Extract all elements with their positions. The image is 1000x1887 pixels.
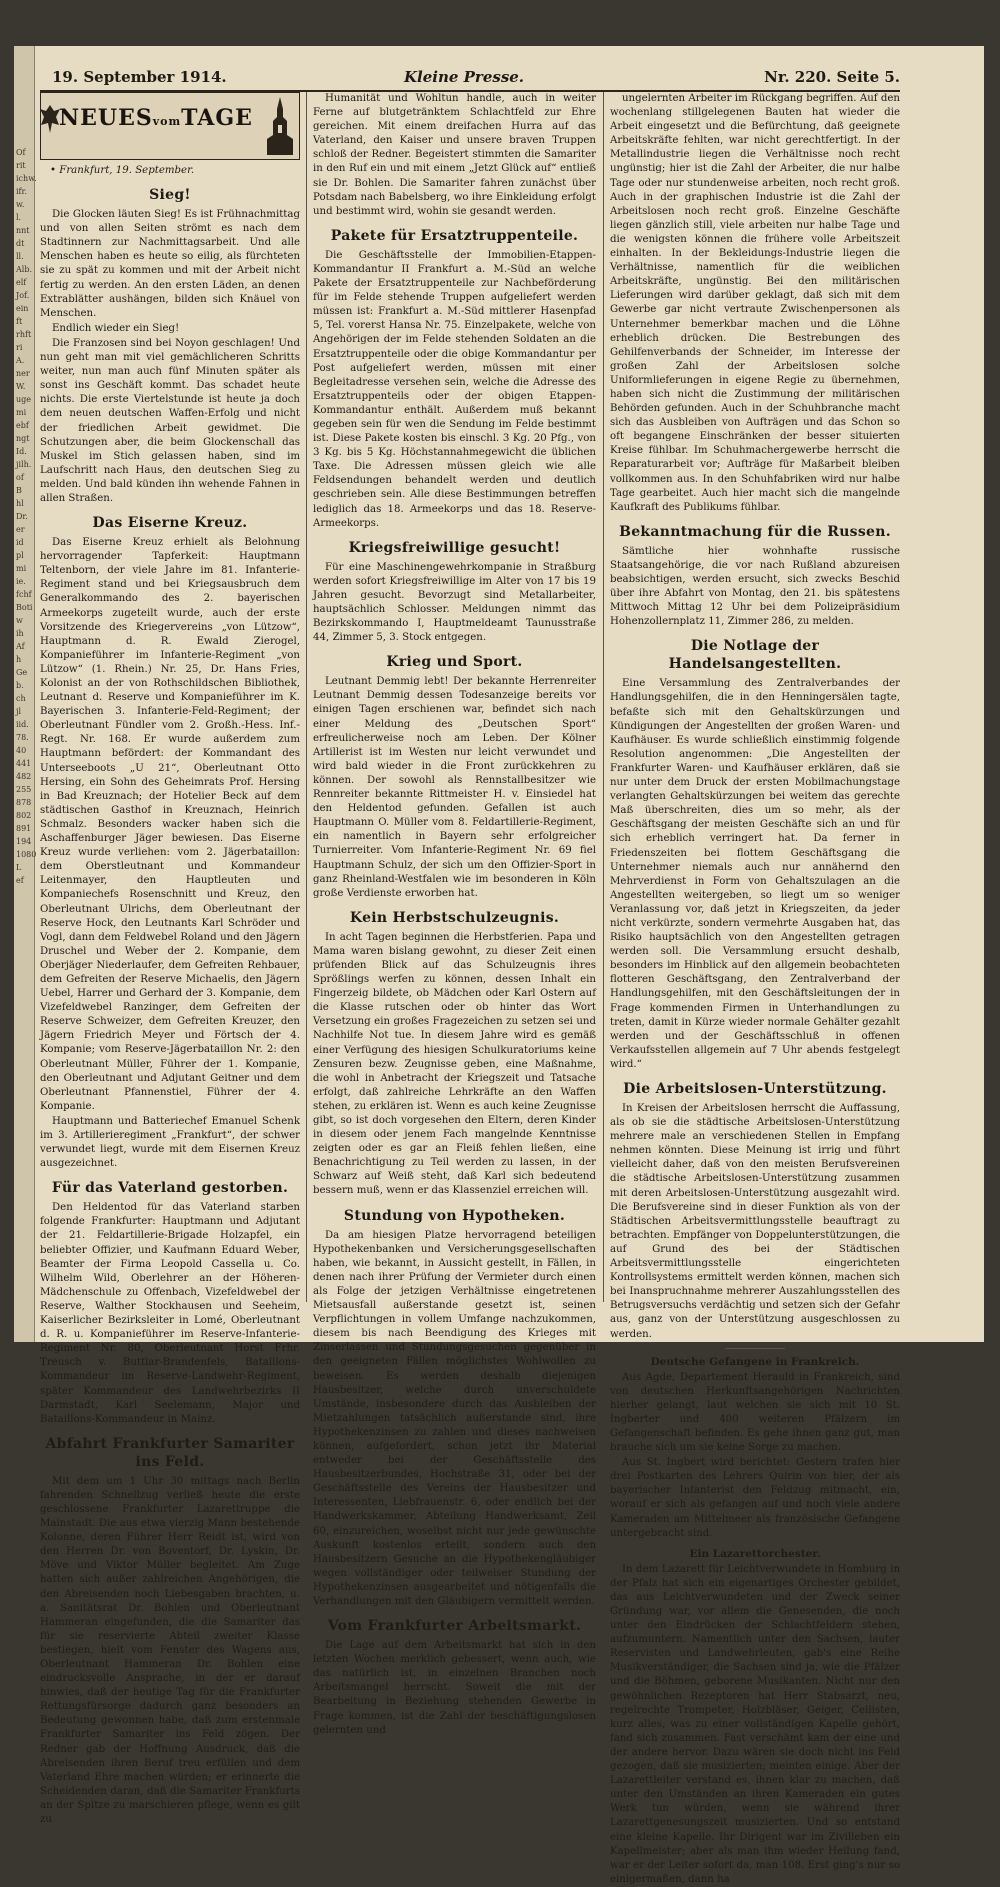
article-pakete-p1: Die Geschäftsstelle der Immobilien-Etappen-Kommandantur II Frankfurt a. M.-Süd an welche Pakete der Ersatztruppenteile zur Nachbeförderung für im Felde stehende Truppen aufgeliefert werden müssen ist: Frankfurt a. M.-Süd mittlerer Hasenpfad 5, Tel. vorerst Hansa Nr. 75. Einzelpakete, welche von Angehörigen der im Felde stehenden Soldaten an die Ersatztruppenteile oder die obige Kommandantur per Post aufgeliefert werden, müssen mit einer Begleitadresse versehen sein, welche die Adresse des Ersatztruppenteils oder der obigen Etappen-Kommandantur enthält. Außerdem muß bekannt gegeben sein für wen die Sendung im Felde bestimmt ist. Diese Pakete kosten bis einschl. 3 Kg. 20 Pfg., von 3 Kg. bis 5 Kg. Höchstannahmegewicht die üblichen Taxe. Die Adressen müssen gleich wie alle Feldsendungen behandelt werden und deutlich geschrieben sein. Alle diese Bestimmungen betreffen lediglich das 18. Armeekorps und das 18. Reserve-Armeekorps. xyxy=(313,249,596,529)
left-strip-fragment: Dr. xyxy=(16,512,28,521)
left-strip-fragment: 878 xyxy=(16,798,32,807)
article-samariter-cont: Humanität und Wohltun handle, auch in weiter Ferne auf blutgetränktem Schlachtfeld zur Ehre gereichen. Mit einem dreifachen Hurra auf das Vaterland, den Kaiser und unsere braven Truppen schloß der Redner. Begeistert stimmten die Samariter in den Ruf ein und mit einem „Jetzt Glück auf“ entließ sie Dr. Bohlen. Die Samariter fahren zunächst über Potsdam nach Babelsberg, wo ihre Einkleidung erfolgt und bestimmt wird, wohin sie gesandt werden. xyxy=(313,93,596,217)
article-sieg-p1: Die Glocken läuten Sieg! Es ist Frühnachmittag und von allen Seiten strömt es nach dem Stadtinnern zur Nachmittagsarbeit. Und alle Menschen haben es heute so eilig, als fürchteten sie zu spät zu kommen und mit der Arbeit nicht fertig zu werden. An den ersten Läden, an denen Extrablätter aushängen, bilden sich Knäuel von Menschen. xyxy=(40,209,300,319)
headline-lazarettorchester: Ein Lazarettorchester. xyxy=(689,1547,821,1560)
left-strip-fragment: er xyxy=(16,525,25,534)
left-strip-fragment: mi xyxy=(16,564,27,573)
eagle-icon xyxy=(39,101,61,141)
header-date: 19. September 1914. xyxy=(52,68,227,86)
left-strip-fragment: ri xyxy=(16,343,23,352)
left-strip-fragment: ner xyxy=(16,369,30,378)
header-paper-name: Kleine Presse. xyxy=(404,68,525,86)
masthead-title-main: NEUES xyxy=(59,105,153,131)
article-arbeitslosen-p1: In Kreisen der Arbeitslosen herrscht die Auffassung, als ob sie die städtische Arbeitslosen-Unterstützung mehrere male an verschiedenen Stellen in Empfang nehmen könnten. Diese Meinung ist irrig und führt vielleicht daher, daß von den meisten Berufsvereinen die städtische Arbeitslosen-Unterstützung zusammen mit deren Arbeitslosen-Unterstützung ausgezahlt wird. Die Berufsvereine sind in dieser Funktion als von der Städtischen Arbeitsvermittlungsstelle beauftragt zu betrachten. Empfänger von Doppelunterstützungen, die auf Grund des bei der Städtischen Arbeitsvermittlungsstelle eingerichteten Kontrollsystems ermittelt werden können, machen sich bei Inanspruchnahme mehrerer Auszahlungsstellen des Betrugsversuchs verdächtig und setzen sich der Gefahr aus, ganz von der Unterstützung ausgeschlossen zu werden. xyxy=(610,1103,900,1340)
column-2 xyxy=(313,92,596,1736)
masthead-title-end: TAGE xyxy=(181,105,253,131)
page-header xyxy=(52,68,900,90)
headline-sieg: Sieg! xyxy=(149,187,191,204)
left-strip-fragment: 1080 xyxy=(16,850,37,859)
column-rule-2 xyxy=(603,92,604,1302)
headline-eiserne-kreuz: Das Eiserne Kreuz. xyxy=(92,515,248,532)
left-strip-fragment: ef xyxy=(16,876,24,885)
left-strip-fragment: ichw. xyxy=(16,174,37,183)
left-strip-fragment: h xyxy=(16,655,22,664)
headline-gefangene: Deutsche Gefangene in Frankreich. xyxy=(650,1355,860,1368)
headline-krieg-sport: Krieg und Sport. xyxy=(386,654,523,671)
left-strip-fragment: b. xyxy=(16,681,24,690)
left-strip-fragment: Id. xyxy=(16,447,27,456)
left-strip-fragment: A. xyxy=(16,356,25,365)
masthead xyxy=(40,92,300,160)
left-strip-fragment: Of xyxy=(16,148,26,157)
article-samariter-p1: Mit dem um 1 Uhr 30 mittags nach Berlin fahrenden Schnellzug verließ heute die erste geschlossene Frankfurter Lazarettruppe die Mainstadt. Die aus etwa vierzig Mann bestehende Kolonne, deren Führer Herr Reidt ist, wird von den Herren Dr. von Boventorf, Dr. Lyskin, Dr. Möve und Viktor Müller begleitet. Am Zuge hatten sich außer zahlreichen Angehörigen, die den Abreisenden noch Liebesgaben brachten, u. a. Sanitätsrat Dr. Bohlen und Oberleutnant Hammeran eingefunden, die die Samariter das für sie reservierte Abteil zweiter Klasse bestiegen, hielt vom Fenster des Wagens aus, Oberleutnant Hammeran Dr. Bohlen eine eindrucksvolle Ansprache, in der er darauf hinwies, daß der heutige Tag für die Frankfurter Rettungsfürsorge dadurch ganz besonders an Bedeutung gewonnen habe, daß zum erstenmale Frankfurter Samariter ins Feld zögen. Der Redner gab der Hoffnung Ausdruck, daß die Abreisenden ihren Beruf treu erfüllen und dem Vaterland Ehre machen würden; er erinnerte die Scheidenden daran, daß die Samariter Frankfurts an der Spitze zu marschieren pflege, wenn es gilt zu xyxy=(40,1475,300,1826)
left-strip-fragment: rhft xyxy=(16,330,32,339)
left-strip-fragment: Boti xyxy=(16,603,33,612)
left-strip-fragment: hl xyxy=(16,499,24,508)
left-strip-fragment: 40 xyxy=(16,746,27,755)
headline-handelsangestellten: Die Notlage der Handelsangestellten. xyxy=(668,638,842,673)
left-strip-fragment: ngt xyxy=(16,434,30,443)
left-strip-fragment: B xyxy=(16,486,22,495)
headline-samariter: Abfahrt Frankfurter Samariter ins Feld. xyxy=(45,1435,295,1470)
column-1 xyxy=(40,92,300,1826)
left-strip-fragment: pl xyxy=(16,551,24,560)
left-strip-fragment: uge xyxy=(16,395,32,404)
left-strip-fragment: ft xyxy=(16,317,23,326)
headline-kriegsfreiwillige: Kriegsfreiwillige gesucht! xyxy=(348,539,561,556)
dateline: • Frankfurt, 19. September. xyxy=(50,165,195,176)
left-strip-fragment: Af xyxy=(16,642,25,651)
left-strip-fragment: id xyxy=(16,538,24,547)
headline-schulzeugnis: Kein Herbstschulzeugnis. xyxy=(349,909,560,926)
header-number-page: Nr. 220. Seite 5. xyxy=(764,68,900,86)
left-strip-fragment: ie. xyxy=(16,577,26,586)
article-handel-p1: Eine Versammlung des Zentralverbandes der Handlungsgehilfen, die in den Henningersälen tagte, befaßte sich mit den Gehaltskürzungen und Kündigungen der Angestellten der großen Waren- und Kaufhäuser. Es wurde schließlich einstimmig folgende Resolution angenommen: „Die Angestellten der Frankfurter Waren- und Kaufhäuser erklären, daß sie nur unter dem Druck der ersten Mobilmachungstage verlangten Gehaltskürzungen bei weitem das gerechte Maß überschreiten, dies um so mehr, als der Geschäftsgang der meisten Geschäfte sich an und für sich erheblich verringert hat. Da ferner in Friedenszeiten bei flottem Geschäftsgang die Unternehmer niemals auch nur annähernd den Mehrverdienst in Form von Gehaltszulagen an die Angestellten weitergeben, so liegt um so weniger Veranlassung vor, daß jetzt in Kriegszeiten, da jeder nicht verkürzte, sondern vermehrte Ausgaben hat, das Risiko hauptsächlich von den Angestellten getragen werden soll. Die Versammlung ersucht deshalb, besonders im Hinblick auf den allgemein beobachteten flotteren Geschäftsgang, den Zentralverband der Handlungsgehilfen, mit den Geschäftsleitungen der in Frage kommenden Firmen in Unterhandlungen zu treten, damit in Kürze wieder normale Gehälter gezahlt werden und der Geschäftsschluß in offenen Verkaufsstellen allgemein auf 7 Uhr abends festgelegt wird.“ xyxy=(610,678,900,1070)
left-strip-fragment: ein xyxy=(16,304,29,313)
separator xyxy=(725,1348,785,1349)
headline-vaterland: Für das Vaterland gestorben. xyxy=(51,1180,289,1197)
headline-arbeitsmarkt: Vom Frankfurter Arbeitsmarkt. xyxy=(327,1618,582,1635)
left-strip-fragment: of xyxy=(16,473,24,482)
article-arbeitsmarkt-cont: ungelernten Arbeiter im Rückgang begriffen. Auf den wochenlang stillgelegenen Bauten hat wieder die Arbeit eingesetzt und die Befürchtung, daß geeignete Arbeitskräfte fehlten, war nicht gerechtfertigt. In der Metallindustrie liegen die Verhältnisse noch recht ungünstig; hier ist die Zahl der Arbeiter, die nur halbe Tage oder nur stundenweise arbeiten, noch recht groß. Auch in der graphischen Industrie ist die Zahl der Arbeitslosen noch recht groß. Einzelne Geschäfte liegen gänzlich still, viele arbeiten nur halbe Tage und die wenigsten können die frühere volle Arbeitszeit einhalten. In der Bekleidungs-Industrie liegen die Verhältnisse, namentlich für die weiblichen Arbeitskräfte, ungünstig. Bei den militärischen Lieferungen wird darüber geklagt, daß sich mit dem Gewerbe gar nicht vertraute Zwischenpersonen als Unternehmer bemerkbar machen und die Löhne erheblich drücken. Die Bestrebungen des Gehilfenverbands der Schneider, im Interesse der großen Zahl der Arbeitslosen solche Uniformlieferungen in eigene Regie zu übernehmen, haben sich nicht die Zustimmung der militärischen Behörden gefunden. Auch in der Schuhbranche macht sich das Ausbleiben von Aufträgen und das Schon so oft begangene Einschränken der besser situierten Kreise fühlbar. Im Schuhmachergewerbe herrscht die Reparaturarbeit vor; Aufträge für Maßarbeit bleiben vollkommen aus. In den Schuhfabriken wird nur halbe Tage gearbeitet. Auch hier macht sich die mangelnde Kaufkraft des Publikums fühlbar. xyxy=(610,93,900,513)
left-strip-fragment: jilh. xyxy=(16,460,32,469)
left-strip-fragment: 255 xyxy=(16,785,32,794)
headline-hypotheken: Stundung von Hypotheken. xyxy=(343,1207,566,1224)
article-russen-p1: Sämtliche hier wohnhafte russische Staatsangehörige, die vor nach Rußland abzureisen beabsichtigen, werden ersucht, sich zwecks Beschid über ihre Abfahrt von Montag, den 21. bis spätestens Mittwoch Mittag 12 Uhr bei dem Polizeipräsidium Hohenzollernplatz 11, Zimmer 286, zu melden. xyxy=(610,545,900,628)
left-strip-fragment: w xyxy=(16,616,23,625)
headline-pakete: Pakete für Ersatztruppenteile. xyxy=(330,227,579,244)
left-strip-fragment: dt xyxy=(16,239,25,248)
left-strip-fragment: Ge xyxy=(16,668,28,677)
left-strip-fragment: 891 xyxy=(16,824,32,833)
left-strip-fragment: mi xyxy=(16,408,27,417)
column-3 xyxy=(610,92,900,1885)
left-strip-fragment: rit xyxy=(16,161,26,170)
left-strip-fragment: 802 xyxy=(16,811,32,820)
left-strip-fragment: L xyxy=(16,863,22,872)
article-sieg-p3: Die Franzosen sind bei Noyon geschlagen! Und nun geht man mit viel gemächlicheren Schritts weiter, nun man auch fünf Minuten später als sonst ins Geschäft kommt. Das schadet heute nichts. Die erste Viertelstunde ist heute ja doch dem neuen deutschen Waffen-Erfolg und nicht der friedlichen Arbeit gewidmet. Die Schutzungen aber, die beim Glockenschall das Muskel im Stich gelassen haben, sind im Laufschritt nach Haus, den deutschen Sieg zu melden. Und bald künden ihn wehende Fahnen in allen Straßen. xyxy=(40,337,300,504)
left-strip-fragment: l. xyxy=(16,213,22,222)
masthead-title-small: vom xyxy=(152,115,182,128)
left-strip-fragment: 194 xyxy=(16,837,32,846)
left-strip-fragment: ebf xyxy=(16,421,29,430)
left-strip-fragment: ih xyxy=(16,629,24,638)
article-sport-p1: Leutnant Demmig lebt! Der bekannte Herrenreiter Leutnant Demmig dessen Todesanzeige bereits vor einigen Tagen erschienen war, befindet sich nach einer Meldung des „Deutschen Sport“ erfreulicherweise noch am Leben. Der Kölner Artillerist ist im Westen nur leicht verwundet und wird bald wieder in die Front zurückkehren zu können. Der sowohl als Rennstallbesitzer wie Rennreiter bekannte Rittmeister H. v. Einsiedel hat den Heldentod gefunden. Gefallen ist auch Hauptmann O. Müller vom 8. Feldartillerie-Regiment, ein namentlich in Bayern sehr erfolgreicher Turnierreiter. Vom Infanterie-Regiment Nr. 69 fiel Hauptmann Schulz, der sich um den Offizier-Sport in ganz Rheinland-Westfalen wie im besonderen in Köln große Verdienste erworben hat. xyxy=(313,676,596,899)
left-strip-fragment: 482 xyxy=(16,772,32,781)
left-strip-fragment: Alb. xyxy=(16,265,32,274)
left-strip-fragment: ifr. xyxy=(16,187,28,196)
headline-russen: Bekanntmachung für die Russen. xyxy=(619,523,891,540)
left-strip-fragment: elf xyxy=(16,278,27,287)
left-strip-fragment: ll. xyxy=(16,252,24,261)
article-gefangene-p1: Aus Agde, Departement Herauld in Frankreich, sind von deutschen Herkunftsangehörigen Nachrichten hierher gelangt, laut welchen sie sich mit 10 St. Ingberter und 400 weiteren Pfälzern im Gefangenschaft befinden. Es gehe ihnen ganz gut, man brauche sich um sie keine Sorge zu machen. xyxy=(610,1371,900,1454)
left-strip-fragment: iid. xyxy=(16,720,29,729)
left-strip-fragment: nnt xyxy=(16,226,30,235)
headline-arbeitslosen: Die Arbeitslosen-Unterstützung. xyxy=(623,1081,887,1097)
article-schulzeugnis-p1: In acht Tagen beginnen die Herbstferien. Papa und Mama waren bislang gewohnt, zu dieser Zeit einen prüfenden Blick auf das Schulzeugnis ihres Sprößlings werfen zu können, dessen Inhalt ein Fingerzeig bildete, ob Mädchen oder Karl Ostern auf die Klasse rutschen oder ob hinter das Wort Versetzung ein großes Fragezeichen zu setzen sei und Nachhilfe Not tue. In diesem Jahre wird es gemäß einer Verfügung des hiesigen Schulkuratoriums keine Zensuren bezw. Zeugnisse geben, eine Maßnahme, die wohl in Anbetracht der Kriegszeit und Tatsache erfolgt, daß zahlreiche Lehrkräfte an den Waffen stehen, zu erklären ist. Wenn es auch keine Zeugnisse gibt, so ist doch vorgesehen den Eltern, deren Kinder in diesem oder jenem Fach mangelnde Kenntnisse zeigten oder es gar an Fleiß fehlen ließen, eine Benachrichtigung zu Teil werden zu lassen, in der Schwarz auf Weiß steht, daß Karl sich bedeutend bessern muß, wenn er das Klassenziel erreichen will. xyxy=(313,931,596,1197)
article-sieg-p2: Endlich wieder ein Sieg! xyxy=(52,322,180,334)
left-strip-fragment: fchf xyxy=(16,590,32,599)
article-kreuz-p1: Das Eiserne Kreuz erhielt als Belohnung hervorragender Tapferkeit: Hauptmann Teltenborn, der viele Jahre im 81. Infanterie-Regiment stand und bei Kriegsausbruch dem Generalkommando des 2. bayerischen Armeekorps zugeteilt wurde, auch der erste Vorsitzende des Kriegervereins „von Lützow“, Hauptmann d. R. Ewald Zierogel, Kompanieführer im Infanterie-Regiment „von Lützow“ (1. Rhein.) Nr. 25, Dr. Hans Fries, Kolonist an der von Rothschildschen Bibliothek, Leutnant d. Reserve und Kompanieführer im K. Bayerischen 3. Infanterie-Feld-Regiment; der Oberleutnant Fündler vom 2. Großh.-Hess. Inf.-Regt. Nr. 168. Er wurde außerdem zum Hauptmann befördert: der Kommandant des Unterseeboots „U 21“, Oberleutnant Otto Hersing, ein Sohn des Geheimrats Prof. Hersing in Bad Kreuznach; der Hotelier Beck auf dem städtischen Gasthof in Kreuznach, Heinrich Schmalz. Besonders wacker haben sich die Aschaffenburger Jäger bewiesen. Das Eiserne Kreuz wurde verliehen: vom 2. Jägerbataillon: dem Oberstleutnant und Kommandeur Leitenmayer, den Hauptleuten und Kompaniechefs Rosenschnitt und Kreuz, den Oberleutnant Ulrichs, dem Oberleutnant der Reserve Hock, den Leutnants Karl Schröder und Vogl, dann dem Feldwebel Roland und den Jägern Druschel und Weber der 2. Kompanie, dem Oberjäger Niederlaufer, dem Gefreiten Rehbauer, dem Gefreiten der Reserve Michaelis, den Jägern Uebel, Harrer und Gerhard der 3. Kompanie, dem Vizefeldwebel Ranzinger, dem Gefreiten der Reserve Schweizer, dem Gefreiten Kreuzer, den Jägern Friedrich Meyer und Förtsch der 4. Kompanie; vom Reserve-Jägerbataillon Nr. 2: den Oberleutnant Müller, Führer der 1. Kompanie, den Oberleutnant und Adjutant Geitner und dem Oberleutnant Pfannenstiel, Führer der 4. Kompanie. xyxy=(40,537,300,1112)
left-strip-fragment: 441 xyxy=(16,759,32,768)
article-gefangene-p2: Aus St. Ingbert wird berichtet: Gestern trafen hier drei Postkarten des Lehrers Quirin von hier, der als bayerischer Infanterist den Feldzug mitmacht, ein, worauf er sich als gefangen auf und noch viele andere Kameraden am Mittelmeer als französische Gefangene untergebracht sind. xyxy=(610,1457,900,1539)
left-strip-fragment: W. xyxy=(16,382,26,391)
column-rule-1 xyxy=(306,92,307,1302)
cathedral-icon xyxy=(263,95,297,157)
article-kreuz-p2: Hauptmann und Batteriechef Emanuel Schenk im 3. Artillerieregiment „Frankfurt“, der schwer verwundet liegt, wurde mit dem Eisernen Kreuz ausgezeichnet. xyxy=(40,1115,300,1170)
left-strip-fragment: jl xyxy=(16,707,22,716)
left-strip-fragment: ch xyxy=(16,694,26,703)
left-strip-fragment: Jof. xyxy=(16,291,30,300)
article-freiwillige-p1: Für eine Maschinengewehrkompanie in Straßburg werden sofort Kriegsfreiwillige im Alter von 17 bis 19 Jahren gesucht. Bevorzugt sind Metallarbeiter, hauptsächlich Schlosser. Meldungen nimmt das Bezirkskommando I, Hauptmeldeamt Taunusstraße 44, Zimmer 5, 3. Stock entgegen. xyxy=(313,561,596,644)
left-strip-fragment: w. xyxy=(16,200,25,209)
masthead-title xyxy=(59,105,253,131)
article-orchester-p1: In dem Lazarett für Leichtverwundete in Homburg in der Pfalz hat sich ein eigenartiges Orchester gebildet, das aus Leichtverwundeten und der Zweck seiner Gründung war, vor allem die Genesenden, die noch unter den Eindrücken der Schlachtfeldern stehen, aufzumuntern. Namentlich unter den Sachsen, lauter Reservisten und Landwehrleuten, gab's eine Reihe Musikverständiger, die Sachsen sind ja, wie die Pfälzer und die Böhmen, geborene Musikanten. Nicht nur den gewöhnlichen Rezeptoren hat Herr Stabsarzt, neu, regelrechte Trompeter, Holzbläser, Geiger, Cellisten, kurz alles, was zu einer vollständigen Kapelle gehört, fand sich zusammen. Fast verschämt kam der eine und der andere hervor. Dazu wären sie doch nicht ins Feld gezogen, daß sie musizierten; meinten einige. Aber der Lazarettleiter verstand es, ihnen klar zu machen, daß unter den Umständen an ihren Kameraden ein gutes Werk tun würden, wenn sie während ihrer Lazarettgenesungszeit musizierten. Und so entstand eine kleine Kapelle. Ihr Dirigent war im Zivilleben ein Kapellmeister; aber als man ihm wieder Heilung fand, war er der Leiter sofort da, man 108. Erst ging's nur so einigermaßen, dann ha xyxy=(610,1563,900,1885)
article-vaterland-p1: Den Heldentod für das Vaterland starben folgende Frankfurter: Hauptmann und Adjutant der 21. Feldartillerie-Brigade Holzapfel, ein beliebter Offizier, und Kaufmann Eduard Weber, Beamter der Firma Leopold Cassella u. Co. Wilhelm Wild, Oberlehrer an der Höheren-Mädchenschule zu Offenbach, Vizefeldwebel der Reserve, Walther Stockhausen und Seeheim, Kaiserlicher Bezirksleiter in Lomé, Oberleutnant d. R. u. Kompanieführer im Reserve-Infanterie-Regiment Nr. 80, Oberleutnant Horst Frhr. Treusch v. Buttlar-Brandenfels, Bataillons-Kommandeur im Reserve-Landwehr-Regiment, später Kommandeur des Landwehrbezirks II Darmstadt, Karl Seelemann, Major und Bataillons-Kommandeur in Mainz. xyxy=(40,1202,300,1425)
article-arbeitsmarkt-p1: Die Lage auf dem Arbeitsmarkt hat sich in den letzten Wochen merklich gebessert, wenn auch, wie das natürlich ist, in einzelnen Branchen noch Arbeitsmangel herrscht. Soweit die mit der Bearbeitung in Beziehung stehenden Gewerbe in Frage kommen, ist die Zahl der beschäftigungslosen gelernten und xyxy=(313,1640,596,1736)
left-page-strip xyxy=(14,46,35,1342)
article-hypotheken-p1: Da am hiesigen Platze hervorragend beteiligen Hypothekenbanken und Versicherungsgesellschaften haben, wie bekannt, in Aussicht gestellt, in Fällen, in denen nach ihrer Prüfung der Vermieter durch einen als Folge der jetzigen Verhältnisse eingetretenen Mietsausfall außerstande gesetzt ist, seinen Verpflichtungen in vollem Umfange nachzukommen, diesem bis nach Beendigung des Krieges mit Zinserlassen und Stundungsgesuchen gegenüber in den geeigneten Fällen möglichstes Wohlwollen zu beweisen. Es werden deshalb diejenigen Hausbesitzer, welche durch unverschuldete Umstände, insbesondere durch das Ausbleiben der Mietzahlungen tatsächlich außerstande sind, ihre Hypothekenzinsen zu zahlen und dieses nachweisen können, aufgefordert, schon jetzt ihr Material entweder bei der Geschäftsstelle des Hausbesitzerbundes, Hochstraße 31, oder bei der Geschäftsstelle des Vereins der Hausbesitzer und Interessenten, Liebfrauenstr. 6, oder endlich bei der Handwerkskammer, Abteilung Handwerksamt, Zeil 60, einzureichen, woselbst nicht nur jede gewünschte Auskunft kostenlos erteilt, sondern auch den Hausbesitzern Gesuche an die Hypothekengläubiger wegen vollständiger oder teilweiser Stundung der Hypothekenzinsen ausgearbeitet und nötigenfalls die Verhandlungen mit den Gläubigern vermittelt werden. xyxy=(313,1229,596,1607)
left-strip-fragment: 78. xyxy=(16,733,29,742)
